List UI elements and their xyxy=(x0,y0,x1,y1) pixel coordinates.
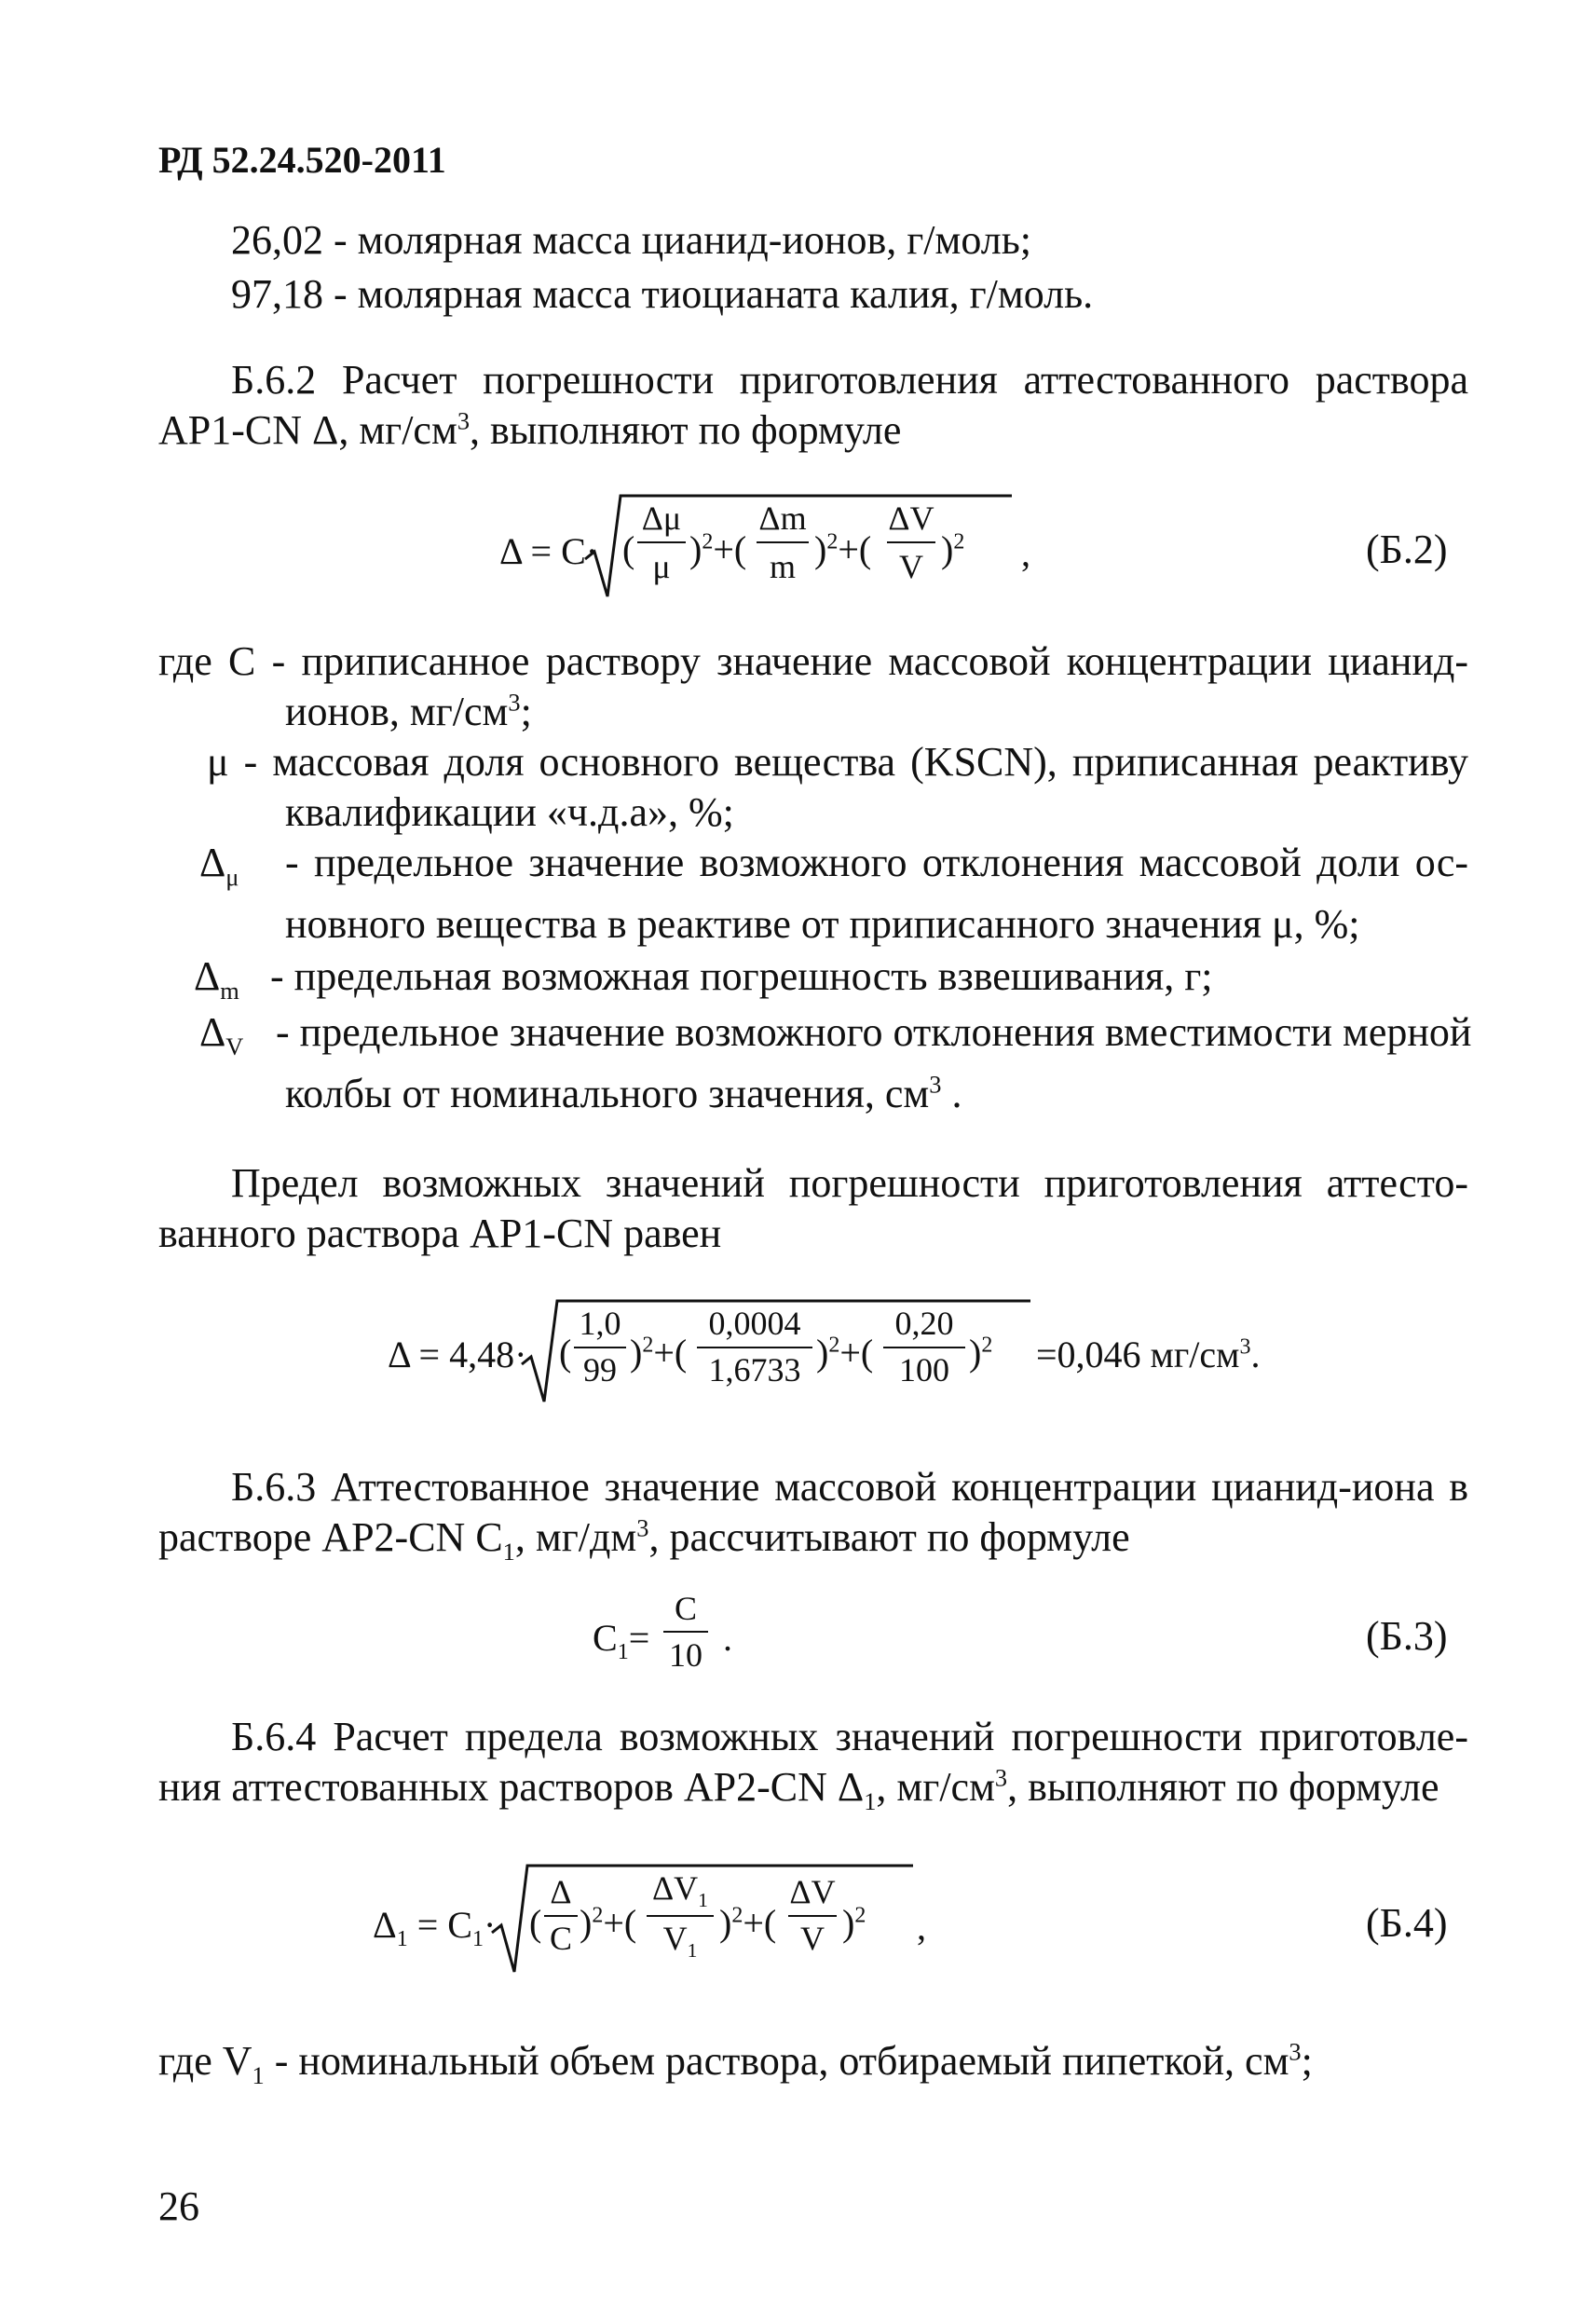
formula-b4-label: (Б.4) xyxy=(1366,1900,1448,1946)
formula-b4-t1-num: Δ xyxy=(550,1873,572,1910)
formula-b2-t3-den: V xyxy=(899,548,923,585)
formula-b2-t2-num: Δm xyxy=(758,499,807,537)
formula-limit-t1-den: 99 xyxy=(583,1351,617,1389)
formula-b4-lhs: $\Delta_1 = C_1\cdot$ xyxy=(373,1904,497,1951)
b63-paragraph-line1: Б.6.3 Аттестованное значение массовой концентрации цианид-иона в xyxy=(231,1464,1468,1510)
molar-mass-thiocyanate: 97,18 - молярная масса тиоцианата калия, г/моль. xyxy=(231,271,1094,317)
formula-b4-t2-den: $V_1$ xyxy=(662,1920,698,1963)
where-dv-line2: колбы от номинального значения, $см^3$ . xyxy=(285,1070,962,1116)
formula-limit-t2-den: 1,6733 xyxy=(708,1351,801,1389)
formula-b3-label: (Б.3) xyxy=(1366,1613,1448,1659)
where-dmu-line1: - предельное значение возможного отклонения массовой доли ос- xyxy=(285,840,1468,885)
where-dm-symbol: $\Delta_m$ xyxy=(194,953,239,1005)
formula-limit-t2-num: 0,0004 xyxy=(708,1305,801,1342)
limit-paragraph-line2: ванного раствора АР1-CN равен xyxy=(158,1211,722,1256)
b62-paragraph-line1: Б.6.2 Расчет погрешности приготовления аттестованного раствора xyxy=(231,357,1468,403)
where-dm-line1: - предельная возможная погрешность взвешивания, г; xyxy=(270,953,1213,999)
where-dmu-symbol: $\Delta_\mu$ xyxy=(199,840,239,891)
formula-b4-t2-num: $\Delta V_1$ xyxy=(652,1869,708,1912)
b64-paragraph-line1: Б.6.4 Расчет предела возможных значений погрешности приготовле- xyxy=(231,1714,1468,1759)
where-dv-symbol: $\Delta_V$ xyxy=(199,1009,244,1060)
page-number: 26 xyxy=(158,2183,199,2229)
formula-limit-t1-num: 1,0 xyxy=(579,1305,621,1342)
where-c-line2: ионов, $мг/см^3$; xyxy=(285,688,532,734)
formula-limit-t3-den: 100 xyxy=(899,1351,949,1389)
b62-paragraph-line2: АР1-CN Δ, $мг/см^3$, выполняют по формуле xyxy=(158,406,902,453)
formula-b2-label: (Б.2) xyxy=(1366,527,1448,572)
formula-b4-t1-den: C xyxy=(549,1920,572,1957)
where-v1-line: где $V_1$ - номинальный объем раствора, отбираемый пипеткой, $см^3$; xyxy=(158,2037,1313,2089)
formula-b4-t3-num: ΔV xyxy=(789,1873,836,1910)
where-c-line1: где С - приписанное раствору значение массовой концентрации цианид- xyxy=(158,638,1468,684)
formula-b2-lhs: Δ = C· xyxy=(499,530,599,572)
formula-b3-num: C xyxy=(674,1590,697,1627)
b64-paragraph-line2: ния аттестованных растворов АР2-CN $\Delta_1$, $мг/см^3$, выполняют по формуле xyxy=(158,1763,1439,1815)
where-mu-line1: μ - массовая доля основного вещества (KSCN), приписанная реактиву xyxy=(207,739,1468,785)
b63-paragraph-line2: растворе АР2-CN $C_1$, $мг/дм^3$, рассчитывают по формуле xyxy=(158,1513,1130,1566)
molar-mass-cyanide: 26,02 - молярная масса цианид-ионов, г/моль; xyxy=(231,217,1032,263)
formula-b4-t3-den: V xyxy=(800,1920,825,1957)
formula-b3-den: 10 xyxy=(669,1636,703,1674)
formula-b2-t3-num: ΔV xyxy=(888,499,934,537)
formula-b2-t1-den: μ xyxy=(652,548,671,585)
limit-paragraph-line1: Предел возможных значений погрешности приготовления аттесто- xyxy=(231,1160,1468,1206)
formula-limit-lhs: Δ = 4,48· xyxy=(388,1334,527,1375)
formula-b2-t1-num: Δμ xyxy=(641,499,682,537)
formula-limit-t3-num: 0,20 xyxy=(894,1305,954,1342)
formula-b3-lhs: $C_1=$ xyxy=(593,1617,650,1664)
document-code: РД 52.24.520-2011 xyxy=(158,139,446,181)
formula-limit-result: =0,046 $мг/см^3$. xyxy=(1036,1334,1261,1375)
where-dmu-line2: новного вещества в реактиве от приписанного значения μ, %; xyxy=(285,901,1360,947)
where-dv-line1: - предельное значение возможного отклонения вместимости мерной xyxy=(276,1009,1472,1055)
where-mu-line2: квалификации «ч.д.а», %; xyxy=(285,789,734,835)
formula-b2-t2-den: m xyxy=(769,548,796,585)
